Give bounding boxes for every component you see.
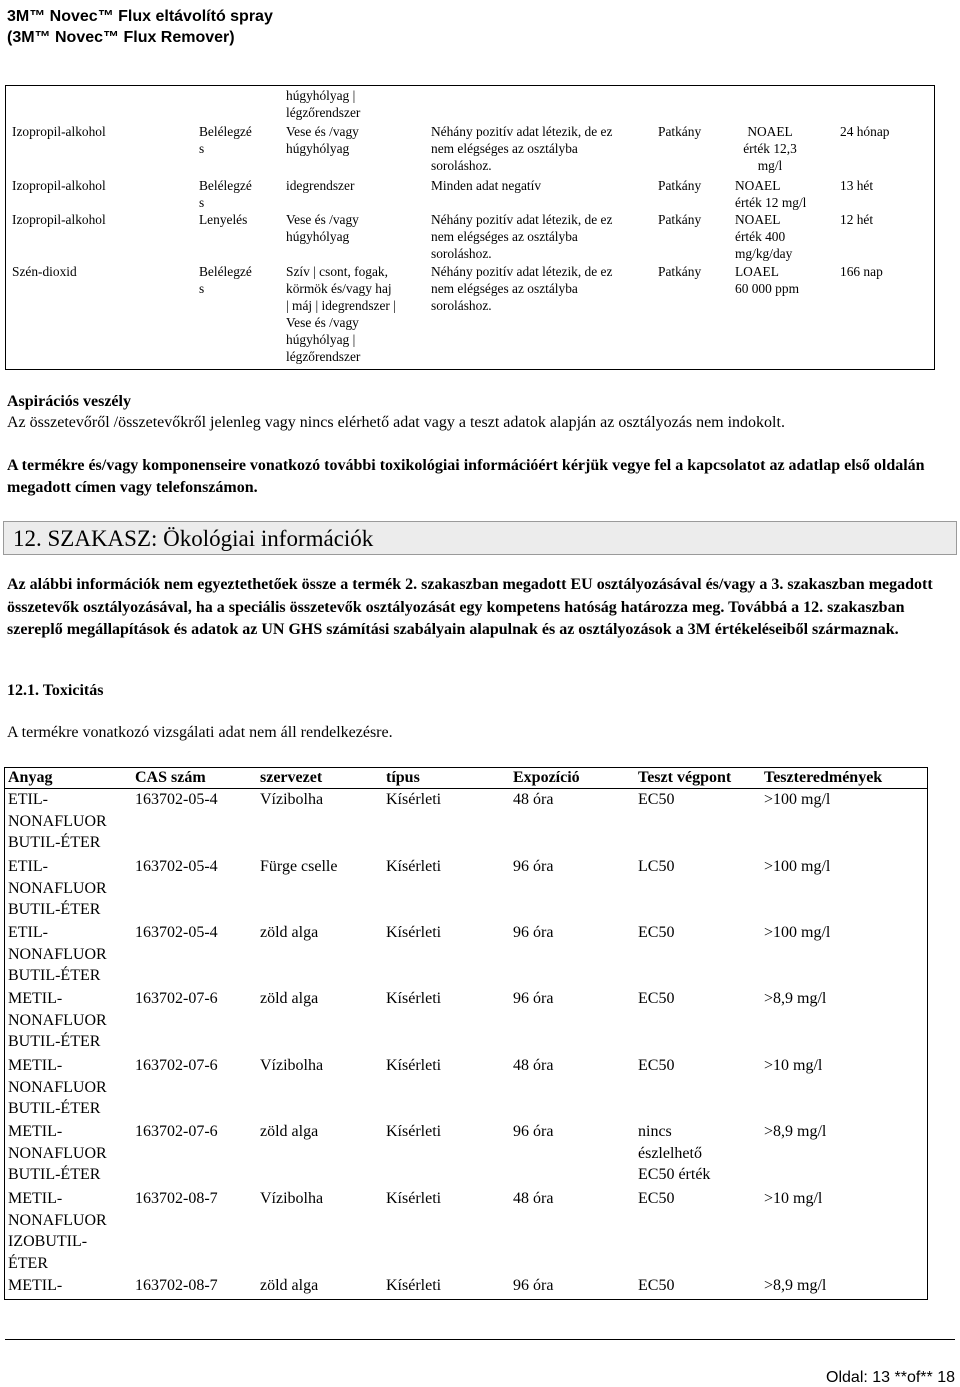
eco-cell-type: Kísérleti xyxy=(386,1057,442,1074)
tox-cell-organ: húgyhólyag | légzőrendszer xyxy=(286,88,361,120)
table-row xyxy=(5,1055,927,1121)
eco-cell-result: >10 mg/l xyxy=(764,1057,823,1074)
eco-cell-cas: 163702-05-4 xyxy=(135,924,218,941)
tox-cell-result: Néhány pozitív adat létezik, de ez nem elégséges az osztályba soroláshoz. xyxy=(431,264,613,313)
tox-cell-duration: 13 hét xyxy=(840,178,874,193)
eco-cell-exposure: 48 óra xyxy=(513,1190,554,1207)
tox-cell-route: Belélegzé s xyxy=(199,124,252,156)
tox-cell-substance: Izopropil-alkohol xyxy=(12,212,106,227)
toxicity-table xyxy=(5,85,935,370)
column-header: típus xyxy=(386,769,420,786)
eco-cell-type: Kísérleti xyxy=(386,1190,442,1207)
eco-cell-endpoint: LC50 xyxy=(638,858,675,875)
tox-cell-route: Belélegzé s xyxy=(199,178,252,210)
tox-cell-duration: 24 hónap xyxy=(840,124,890,139)
eco-cell-cas: 163702-05-4 xyxy=(135,858,218,875)
eco-cell-cas: 163702-05-4 xyxy=(135,791,218,808)
eco-cell-exposure: 96 óra xyxy=(513,1123,554,1140)
tox-cell-value: NOAEL érték 12,3 mg/l xyxy=(743,124,797,173)
column-header: CAS szám xyxy=(135,769,206,786)
tox-cell-organ: Vese és /vagy húgyhólyag xyxy=(286,212,359,244)
table-row xyxy=(5,1188,927,1275)
eco-cell-exposure: 96 óra xyxy=(513,990,554,1007)
eco-cell-exposure: 96 óra xyxy=(513,858,554,875)
tox-cell-value: NOAEL érték 400 mg/kg/day xyxy=(735,212,793,261)
column-header: Teszt végpont xyxy=(638,769,732,786)
tox-cell-species: Patkány xyxy=(658,178,702,193)
eco-cell-organism: zöld alga xyxy=(260,990,319,1007)
eco-cell-substance: METIL- NONAFLUOR IZOBUTIL- ÉTER xyxy=(8,1190,107,1272)
product-name-english: (3M™ Novec™ Flux Remover) xyxy=(7,29,235,46)
tox-cell-organ: idegrendszer xyxy=(286,178,355,193)
eco-cell-type: Kísérleti xyxy=(386,924,442,941)
table-row xyxy=(5,789,927,856)
eco-cell-substance: METIL- NONAFLUOR BUTIL-ÉTER xyxy=(8,990,107,1050)
eco-cell-result: >100 mg/l xyxy=(764,791,831,808)
eco-cell-type: Kísérleti xyxy=(386,858,442,875)
eco-cell-substance: ETIL- NONAFLUOR BUTIL-ÉTER xyxy=(8,858,107,918)
eco-cell-substance: METIL- NONAFLUOR BUTIL-ÉTER xyxy=(8,1057,107,1117)
tox-cell-result: Néhány pozitív adat létezik, de ez nem elégséges az osztályba soroláshoz. xyxy=(431,124,613,173)
aspiration-text: Az összetevőről /összetevőkről jelenleg vagy nincs elérhető adat vagy a teszt adatok alapján az osztályozás nem indokolt. xyxy=(7,414,785,431)
tox-cell-substance: Izopropil-alkohol xyxy=(12,124,106,139)
tox-cell-species: Patkány xyxy=(658,212,702,227)
eco-cell-cas: 163702-08-7 xyxy=(135,1190,218,1207)
eco-cell-organism: Fürge cselle xyxy=(260,858,338,875)
column-header: Anyag xyxy=(8,769,53,786)
eco-cell-organism: zöld alga xyxy=(260,1277,319,1294)
toxicity-subtext: A termékre vonatkozó vizsgálati adat nem áll rendelkezésre. xyxy=(7,724,393,741)
column-header: Teszteredmények xyxy=(764,769,883,786)
eco-cell-exposure: 48 óra xyxy=(513,1057,554,1074)
eco-cell-result: >8,9 mg/l xyxy=(764,1123,827,1140)
eco-cell-result: >100 mg/l xyxy=(764,858,831,875)
section-12-intro: Az alábbi információk nem egyeztethetőek össze a termék 2. szakaszban megadott EU osztályozásával és/vagy a 3. szakaszban megadott összetevők osztályozásával, ha a speciális összetevők osztályozását egy kompetens hatóság határozza meg. Továbbá a 12. szakaszban szereplő megállapítások és adatok az UN GHS számítási szabályain alapulnak és az osztályozások a 3M értékeléseiből származnak. xyxy=(7,576,933,638)
eco-cell-substance: METIL- NONAFLUOR BUTIL-ÉTER xyxy=(8,1123,107,1183)
table-row xyxy=(5,856,927,922)
toxicity-subtitle: 12.1. Toxicitás xyxy=(7,682,104,699)
table-header-row xyxy=(5,768,927,789)
tox-cell-result: Néhány pozitív adat létezik, de ez nem elégséges az osztályba soroláshoz. xyxy=(431,212,613,261)
table-row xyxy=(5,1121,927,1188)
section-12-title: 12. SZAKASZ: Ökológiai információk xyxy=(13,526,374,551)
eco-cell-type: Kísérleti xyxy=(386,791,442,808)
tox-cell-organ: Vese és /vagy húgyhólyag xyxy=(286,124,359,156)
eco-cell-organism: Vízibolha xyxy=(260,1057,324,1074)
tox-cell-substance: Izopropil-alkohol xyxy=(12,178,106,193)
eco-cell-substance: ETIL- NONAFLUOR BUTIL-ÉTER xyxy=(8,791,107,851)
eco-cell-substance: ETIL- NONAFLUOR BUTIL-ÉTER xyxy=(8,924,107,984)
document-header xyxy=(7,6,273,48)
eco-cell-type: Kísérleti xyxy=(386,1123,442,1140)
column-header: szervezet xyxy=(260,769,323,786)
eco-cell-exposure: 96 óra xyxy=(513,924,554,941)
eco-cell-endpoint: EC50 xyxy=(638,1057,675,1074)
tox-cell-value: NOAEL érték 12 mg/l xyxy=(735,178,807,210)
contact-note: A termékre és/vagy komponenseire vonatkozó további toxikológiai információért kérjük vegye fel a kapcsolatot az adatlap első oldalán megadott címen vagy telefonszámon. xyxy=(7,457,925,496)
eco-cell-endpoint: EC50 xyxy=(638,1277,675,1294)
eco-cell-endpoint: nincs észlelhető EC50 érték xyxy=(638,1123,711,1183)
table-row xyxy=(5,922,927,988)
tox-cell-duration: 12 hét xyxy=(840,212,874,227)
tox-cell-route: Lenyelés xyxy=(199,212,248,227)
table-row xyxy=(5,988,927,1055)
eco-cell-endpoint: EC50 xyxy=(638,1190,675,1207)
tox-cell-substance: Szén-dioxid xyxy=(12,264,77,279)
table-row xyxy=(5,1275,927,1299)
footer-divider xyxy=(5,1339,955,1340)
eco-cell-endpoint: EC50 xyxy=(638,924,675,941)
eco-cell-cas: 163702-08-7 xyxy=(135,1277,218,1294)
eco-cell-organism: zöld alga xyxy=(260,1123,319,1140)
eco-cell-result: >8,9 mg/l xyxy=(764,990,827,1007)
eco-cell-endpoint: EC50 xyxy=(638,990,675,1007)
page-number: Oldal: 13 **of** 18 xyxy=(826,1369,955,1386)
eco-cell-organism: zöld alga xyxy=(260,924,319,941)
eco-cell-cas: 163702-07-6 xyxy=(135,1123,218,1140)
aspiration-title: Aspirációs veszély xyxy=(7,393,131,410)
section-12-bar xyxy=(3,521,957,555)
eco-cell-exposure: 48 óra xyxy=(513,791,554,808)
tox-cell-species: Patkány xyxy=(658,124,702,139)
eco-cell-type: Kísérleti xyxy=(386,990,442,1007)
tox-cell-species: Patkány xyxy=(658,264,702,279)
column-header: Expozíció xyxy=(513,769,580,786)
eco-cell-result: >100 mg/l xyxy=(764,924,831,941)
eco-cell-exposure: 96 óra xyxy=(513,1277,554,1294)
eco-cell-organism: Vízibolha xyxy=(260,1190,324,1207)
product-name: 3M™ Novec™ Flux eltávolító spray xyxy=(7,8,273,25)
eco-cell-cas: 163702-07-6 xyxy=(135,1057,218,1074)
eco-cell-result: >10 mg/l xyxy=(764,1190,823,1207)
eco-cell-type: Kísérleti xyxy=(386,1277,442,1294)
eco-cell-substance: METIL- xyxy=(8,1277,63,1294)
tox-cell-duration: 166 nap xyxy=(840,264,883,279)
eco-cell-result: >8,9 mg/l xyxy=(764,1277,827,1294)
eco-cell-endpoint: EC50 xyxy=(638,791,675,808)
eco-cell-cas: 163702-07-6 xyxy=(135,990,218,1007)
tox-cell-organ: Szív | csont, fogak, körmök és/vagy haj | máj | idegrendszer | Vese és /vagy húgyhólyag | légzőrendszer xyxy=(286,264,396,364)
ecotoxicity-table xyxy=(4,767,928,1300)
tox-cell-value: LOAEL 60 000 ppm xyxy=(735,264,799,296)
tox-cell-result: Minden adat negatív xyxy=(431,178,542,193)
tox-cell-route: Belélegzé s xyxy=(199,264,252,296)
eco-cell-organism: Vízibolha xyxy=(260,791,324,808)
